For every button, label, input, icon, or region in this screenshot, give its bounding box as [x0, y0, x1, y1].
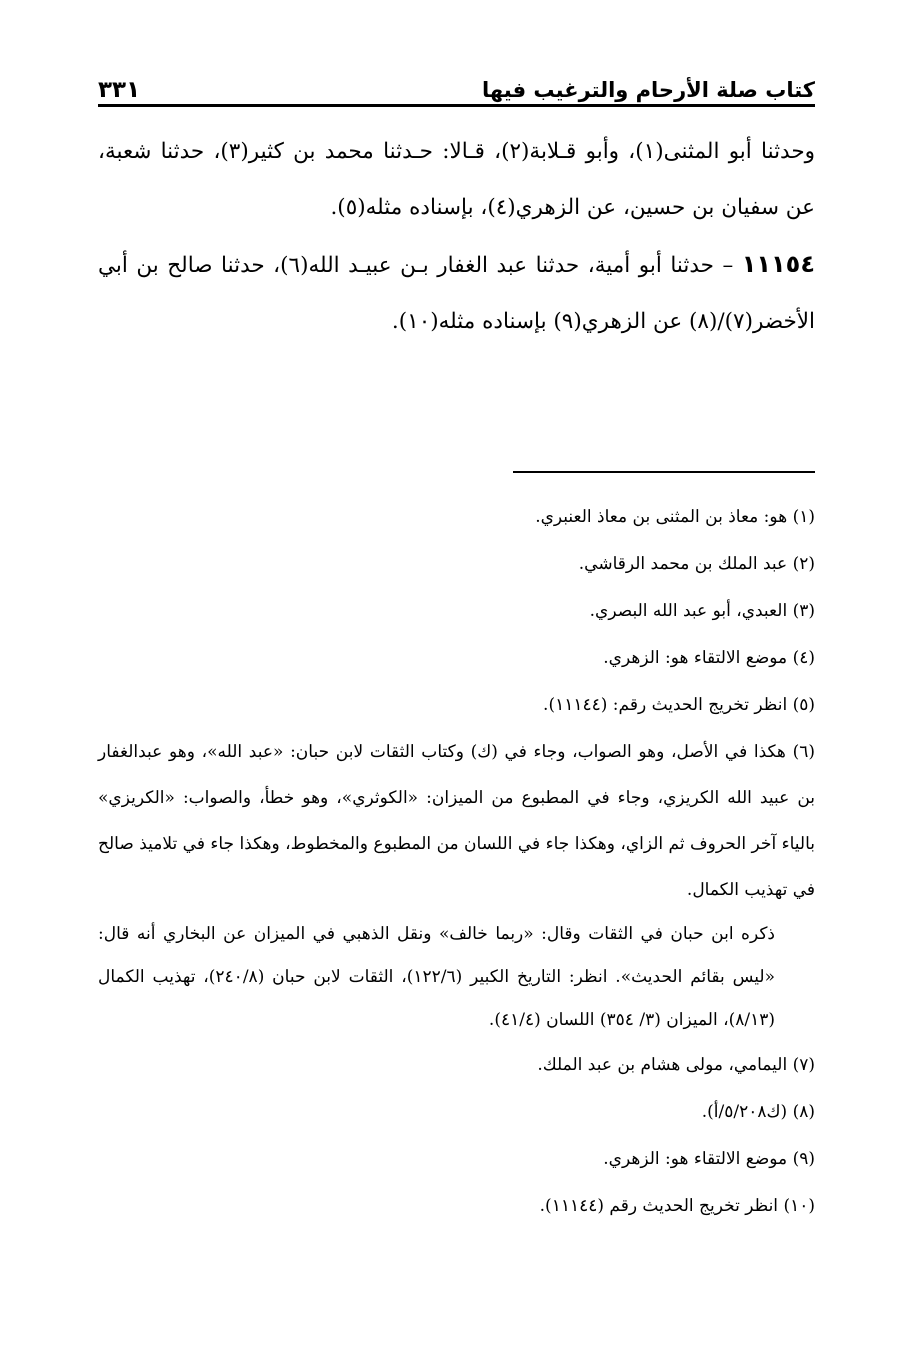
footnote-label: (٨)	[792, 1102, 815, 1122]
running-title: كتاب صلة الأرحام والترغيب فيها	[482, 78, 815, 102]
footnote-text: عبد الملك بن محمد الرقاشي.	[578, 554, 788, 574]
footnote	[98, 682, 815, 729]
footnote	[98, 1089, 815, 1136]
footnote-text: اليمامي، مولى هشام بن عبد الملك.	[537, 1055, 788, 1075]
footnote-label: (٧)	[792, 1055, 815, 1075]
paragraph: وحدثنا أبو المثنى(١)، وأبو قـلابة(٢)، قـالا: حـدثنا محمد بن كثير(٣)، حدثنا شعبة، عن سفيان بن حسين، عن الزهري(٤)، بإسناده مثله(٥).	[98, 139, 816, 220]
hadith-paragraph	[98, 236, 815, 350]
footnote-label: (١٠)	[783, 1196, 815, 1216]
footnote-text: هكذا في الأصل، وهو الصواب، وجاء في (ك) وكتاب الثقات لابن حبان: «عبد الله»، وهو عبدالغفار بن عبيد الله الكريزي، وجاء في المطبوع من الميزان: «الكوثري»، وهو خطأ، والصواب: «الكريزي» بالياء آخر الحروف ثم الزاي، وهكذا جاء في اللسان من المطبوع والمخطوط، وهكذا جاء في تلاميذ صالح في تهذيب الكمال.	[98, 742, 815, 900]
footnote-label: (٩)	[792, 1149, 815, 1169]
header-rule	[98, 104, 815, 107]
footnote-text: انظر تخريج الحديث رقم (١١١٤٤).	[539, 1196, 779, 1216]
footnote	[98, 1183, 815, 1230]
main-text	[98, 124, 815, 350]
footnote	[98, 635, 815, 682]
footnote-text: موضع الالتقاء هو: الزهري.	[603, 648, 788, 668]
footnote	[98, 729, 815, 913]
footnote-text: موضع الالتقاء هو: الزهري.	[603, 1149, 788, 1169]
footnote	[98, 494, 815, 541]
footnote-text: (ك٥/٢٠٨/أ).	[701, 1102, 788, 1122]
page-header	[98, 70, 815, 104]
footnote	[98, 1042, 815, 1089]
footnotes	[98, 494, 815, 1230]
footnote-text: العبدي، أبو عبد الله البصري.	[589, 601, 788, 621]
footnote-text: ذكره ابن حبان في الثقات وقال: «ربما خالف» ونقل الذهبي في الميزان عن البخاري أنه قال: «ليس بقائم الحديث». انظر: التاريخ الكبير (١٢٢/٦)، الثقات لابن حبان (٢٤٠/٨)، تهذيب الكمال (٨/١٣)، الميزان (٣/ ٣٥٤) اللسان (٤١/٤).	[98, 924, 776, 1030]
page-number: ٣٣١	[98, 77, 141, 103]
footnote-text: هو: معاذ بن المثنى بن معاذ العنبري.	[535, 507, 788, 527]
footnote-label: (٥)	[792, 695, 815, 715]
footnote-label: (٤)	[792, 648, 815, 668]
hadith-number: ١١١٥٤	[741, 250, 815, 278]
footnote-label: (٢)	[792, 554, 815, 574]
footnote-continuation	[98, 913, 815, 1042]
footnote-label: (٦)	[792, 742, 816, 762]
footnote-label: (٣)	[792, 601, 815, 621]
footnote-label: (١)	[792, 507, 815, 527]
footnote-text: انظر تخريج الحديث رقم: (١١١٤٤).	[543, 695, 788, 715]
footnote	[98, 1136, 815, 1183]
footnote	[98, 541, 815, 588]
footnote	[98, 588, 815, 635]
hadith-text: – حدثنا أبو أمية، حدثنا عبد الغفار بـن عبيـد الله(٦)، حدثنا صالح بن أبي الأخضر(٧)/(٨) عن الزهري(٩) بإسناده مثله(١٠).	[98, 253, 815, 334]
footnote-separator	[513, 471, 815, 473]
